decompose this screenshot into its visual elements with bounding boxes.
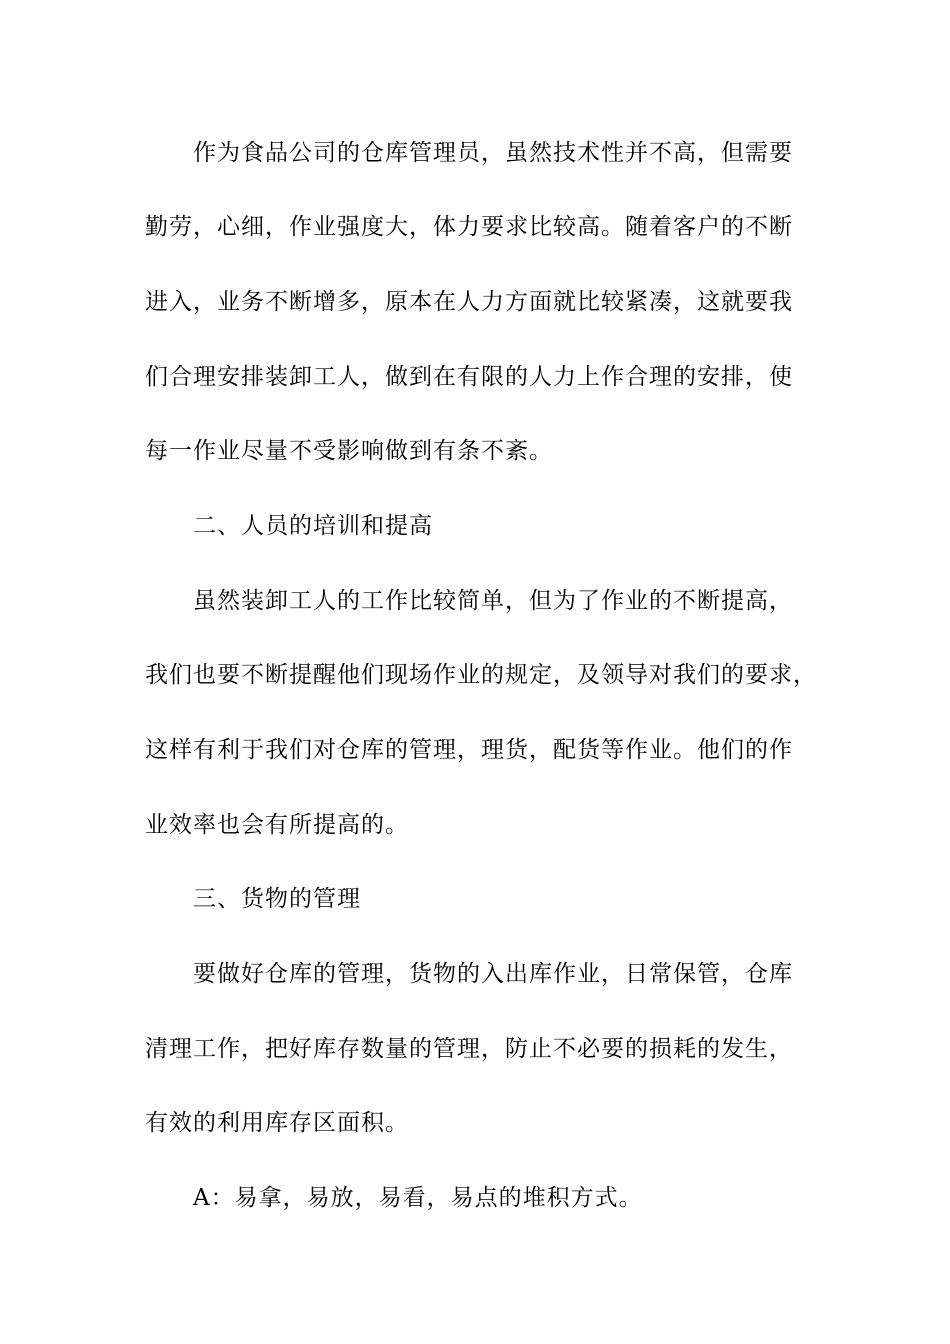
paragraph-line: 这样有利于我们对仓库的管理，理货，配货等作业。他们的作 <box>145 737 793 763</box>
paragraph-line: 清理工作，把好库存数量的管理，防止不必要的损耗的发生， <box>145 1036 793 1062</box>
paragraph-line: 作为食品公司的仓库管理员，虽然技术性并不高，但需要 <box>193 140 793 166</box>
section-heading-goods-management: 三、货物的管理 <box>193 886 361 912</box>
paragraph-line: 进入，业务不断增多，原本在人力方面就比较紧凑，这就要我 <box>145 289 793 315</box>
paragraph-line: 勤劳，心细，作业强度大，体力要求比较高。随着客户的不断 <box>145 214 793 240</box>
section-heading-personnel-training: 二、人员的培训和提高 <box>193 513 433 539</box>
list-item-a: A：易拿，易放，易看，易点的堆积方式。 <box>193 1185 643 1211</box>
paragraph-line: 们合理安排装卸工人，做到在有限的人力上作合理的安排，使 <box>145 364 793 390</box>
paragraph-line: 有效的利用库存区面积。 <box>145 1110 409 1136</box>
paragraph-line: 要做好仓库的管理，货物的入出库作业，日常保管，仓库 <box>193 961 793 987</box>
paragraph-line: 虽然装卸工人的工作比较简单，但为了作业的不断提高， <box>193 588 793 614</box>
paragraph-line: 业效率也会有所提高的。 <box>145 812 409 838</box>
paragraph-line: 我们也要不断提醒他们现场作业的规定，及领导对我们的要求， <box>145 662 817 688</box>
paragraph-line: 每一作业尽量不受影响做到有条不紊。 <box>145 438 553 464</box>
